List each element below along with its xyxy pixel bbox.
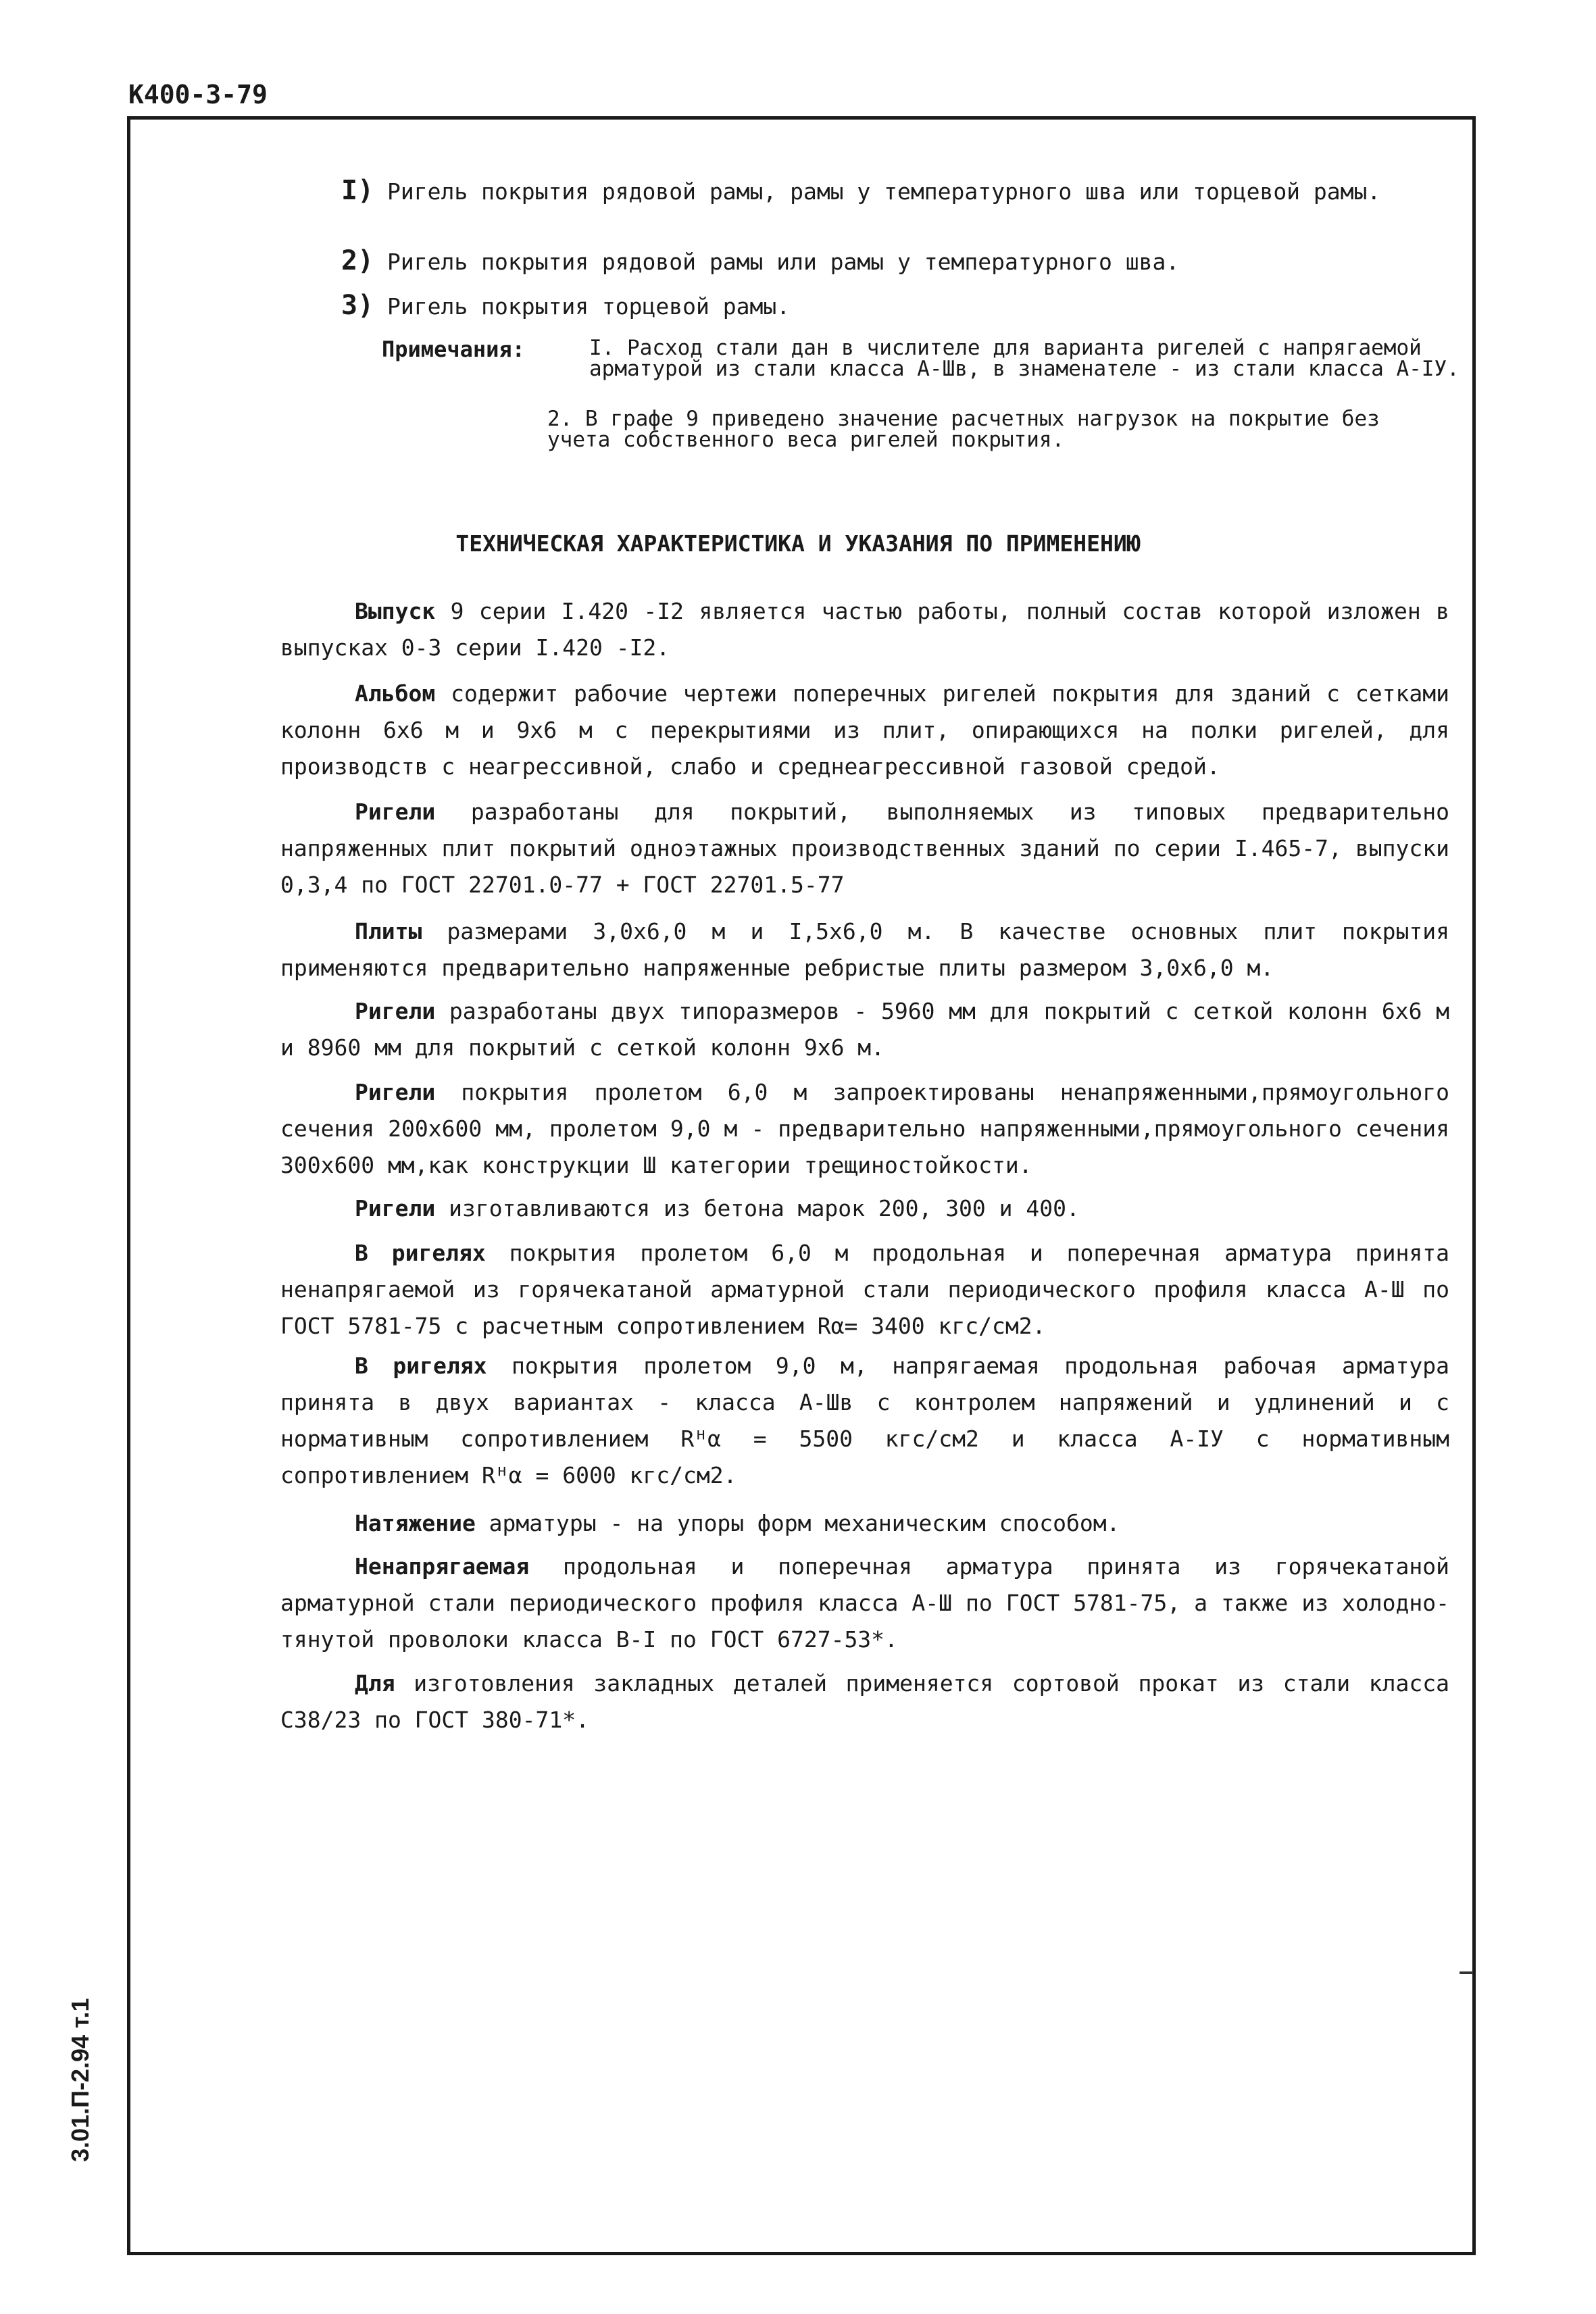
notes-label: Примечания: — [382, 336, 525, 362]
paragraph-text: содержит рабочие чертежи поперечных ригелей покрытия для зданий с сетками колонн 6х6 м и 9х6 м с перекрытиями из плит, опирающихся на полки ригелей, для производств с неагрессивной, слабо и среднеагрессивной газовой средой. — [280, 680, 1449, 780]
paragraph-lead: Ненапрягаемая — [355, 1553, 530, 1580]
paragraph-text: покрытия пролетом 9,0 м, напрягаемая продольная рабочая арматура принята в двух вариантах - класса А-Шв с контролем напряжений и удлинений и с нормативным сопротивлением Rᴴα = 5500 кгс/см2 и класса А-IУ с нормативным сопротивлением Rᴴα = 6000 кгс/см2. — [280, 1353, 1449, 1488]
paragraph-text: изготавливаются из бетона марок 200, 300 и 400. — [435, 1195, 1080, 1222]
paragraph-11 — [280, 1549, 1449, 1658]
paragraph-text: продольная и поперечная арматура принята из горячекатаной арматурной стали периодического профиля класса А-Ш по ГОСТ 5781-75, а также из холодно-тянутой проволоки класса В-I по ГОСТ 6727-53*. — [280, 1553, 1449, 1653]
paragraph-1 — [280, 593, 1449, 666]
paragraph-lead: Выпуск — [355, 598, 436, 624]
paragraph-lead: В ригелях — [355, 1240, 486, 1266]
list-item-number: 3) — [341, 290, 374, 321]
paragraph-lead: Натяжение — [355, 1510, 476, 1536]
list-item-1 — [341, 174, 1409, 208]
paragraph-lead: Ригели — [355, 1079, 436, 1105]
paragraph-lead: Для — [355, 1670, 395, 1696]
paragraph-text: арматуры - на упоры форм механическим способом. — [475, 1510, 1120, 1536]
paragraph-text: разработаны для покрытий, выполняемых из типовых предварительно напряженных плит покрытий одноэтажных производственных зданий по серии I.465-7, выпуски 0,3,4 по ГОСТ 22701.0-77 + ГОСТ 22701.5-77 — [280, 799, 1449, 898]
paragraph-7 — [280, 1190, 1449, 1227]
margin-mark — [1460, 1971, 1473, 1974]
list-item-number: I) — [341, 175, 374, 206]
paragraph-text: разработаны двух типоразмеров - 5960 мм для покрытий с сеткой колонн 6х6 м и 8960 мм для покрытий с сеткой колонн 9х6 м. — [280, 998, 1449, 1061]
list-item-number: 2) — [341, 245, 374, 276]
side-code: 3.01.П-2.94 т.1 — [66, 1998, 94, 2162]
note-2: 2. В графе 9 приведено значение расчетных нагрузок на покрытие без учета собственного веса ригелей покрытия. — [547, 407, 1380, 452]
paragraph-2 — [280, 676, 1449, 785]
paragraph-lead: Ригели — [355, 998, 436, 1024]
paragraph-text: размерами 3,0х6,0 м и I,5х6,0 м. В качестве основных плит покрытия применяются предварительно напряженные ребристые плиты размером 3,0х6,0 м. — [280, 918, 1449, 981]
paragraph-4 — [280, 913, 1449, 986]
note-1: I. Расход стали дан в числителе для варианта ригелей с напрягаемой арматурой из стали класса А-Шв, в знаменателе - из стали класса А-IУ. — [589, 336, 1460, 381]
paragraph-5 — [280, 993, 1449, 1066]
paragraph-12 — [280, 1665, 1449, 1738]
list-item-text: Ригель покрытия торцевой рамы. — [387, 293, 791, 320]
paragraph-3 — [280, 794, 1449, 903]
paragraph-lead: Ригели — [355, 1195, 436, 1222]
paragraph-8 — [280, 1235, 1449, 1344]
paragraph-text: изготовления закладных деталей применяется сортовой прокат из стали класса С38/23 по ГОСТ 380-71*. — [280, 1670, 1449, 1733]
paragraph-lead: В ригелях — [355, 1353, 487, 1379]
list-item-text: Ригель покрытия рядовой рамы, рамы у температурного шва или торцевой рамы. — [387, 178, 1381, 205]
list-item-3 — [341, 289, 1409, 323]
paragraph-text: покрытия пролетом 6,0 м запроектированы ненапряженными,прямоугольного сечения 200х600 мм, пролетом 9,0 м - предварительно напряженными,прямоугольного сечения 300х600 мм,как конструкции Ш категории трещиностойкости. — [280, 1079, 1449, 1178]
paragraph-lead: Альбом — [355, 680, 436, 707]
list-item-2 — [341, 245, 1409, 278]
paragraph-9 — [280, 1348, 1449, 1494]
document-code: К400-3-79 — [128, 80, 268, 109]
paragraph-10 — [280, 1505, 1449, 1542]
paragraph-text: покрытия пролетом 6,0 м продольная и поперечная арматура принята ненапрягаемой из горячекатаной арматурной стали периодического профиля класса А-Ш по ГОСТ 5781-75 с расчетным сопротивлением Rα= 3400 кгс/см2. — [280, 1240, 1449, 1339]
paragraph-lead: Плиты — [355, 918, 422, 945]
paragraph-lead: Ригели — [355, 799, 436, 825]
paragraph-text: 9 серии I.420 -I2 является частью работы, полный состав которой изложен в выпусках 0-3 серии I.420 -I2. — [280, 598, 1449, 661]
list-item-text: Ригель покрытия рядовой рамы или рамы у температурного шва. — [387, 249, 1180, 275]
paragraph-6 — [280, 1074, 1449, 1184]
section-title: ТЕХНИЧЕСКАЯ ХАРАКТЕРИСТИКА И УКАЗАНИЯ ПО ПРИМЕНЕНИЮ — [455, 530, 1141, 557]
